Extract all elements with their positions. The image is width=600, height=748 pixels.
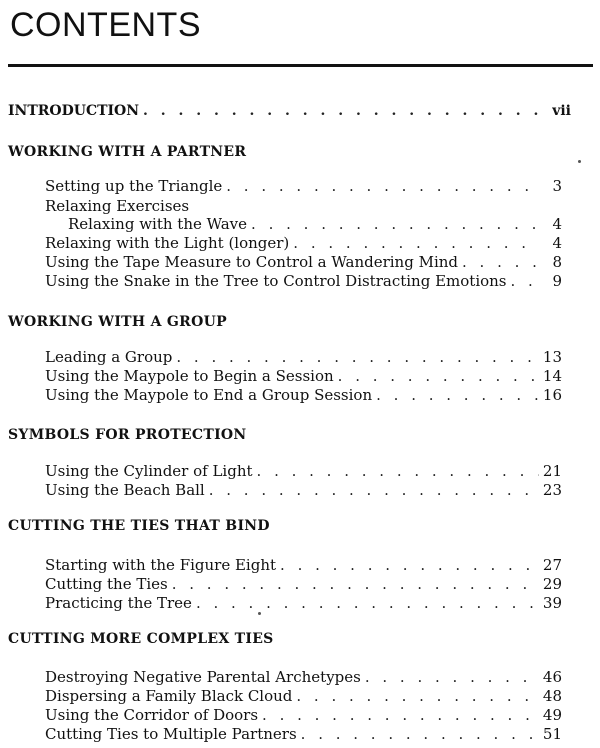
toc-label: Using the Tape Measure to Control a Wandering Mind [45,253,458,271]
leader-dots [338,367,539,385]
toc-page-number: vii [552,103,571,119]
toc-entry [45,594,562,612]
toc-entry [68,215,562,233]
toc-page-number: 29 [542,575,562,593]
section-heading: SYMBOLS FOR PROTECTION [8,427,247,443]
section-heading: CUTTING THE TIES THAT BIND [8,518,270,534]
leader-dots [172,575,539,593]
toc-entry [45,253,562,271]
toc-entry [45,177,562,195]
leader-dots [143,103,548,119]
leader-dots [257,462,539,480]
toc-label: Using the Corridor of Doors [45,706,259,724]
toc-page-number: 16 [542,386,562,404]
toc-entry [45,706,562,724]
toc-page-number: 8 [552,253,562,271]
toc-entry [45,272,562,290]
toc-label: Leading a Group [45,348,173,366]
leader-dots [462,253,540,271]
toc-page-number: 9 [552,272,562,290]
section-heading: WORKING WITH A PARTNER [8,144,247,160]
leader-dots [176,348,539,366]
page-title: CONTENTS [10,6,201,44]
toc-page-number: 14 [542,367,562,385]
toc-entry [45,556,562,574]
toc-entry [45,234,562,252]
leader-dots [226,177,540,195]
print-speck [578,160,581,163]
section-heading: WORKING WITH A GROUP [8,314,227,330]
toc-entry [45,462,562,480]
toc-label: Using the Cylinder of Light [45,462,253,480]
leader-dots [376,386,539,404]
toc-label: Using the Snake in the Tree to Control Distracting Emotions [45,272,507,290]
leader-dots [262,706,539,724]
toc-page-number: 39 [542,594,562,612]
toc-label: Setting up the Triangle [45,177,223,195]
toc-label: Using the Maypole to Begin a Session [45,367,334,385]
print-speck [258,612,261,615]
section-heading: CUTTING MORE COMPLEX TIES [8,631,274,647]
toc-entry [45,481,562,499]
title-rule [8,64,593,67]
toc-entry [45,348,562,366]
toc-page-number: 21 [542,462,562,480]
leader-dots [209,481,539,499]
toc-page-number: 48 [542,687,562,705]
leader-dots [196,594,539,612]
toc-page-number: 4 [552,215,562,233]
toc-label: Practicing the Tree [45,594,192,612]
leader-dots [280,556,539,574]
leader-dots [251,215,540,233]
leader-dots [301,725,539,743]
toc-label: Using the Beach Ball [45,481,205,499]
toc-entry [45,687,562,705]
toc-label: Relaxing with the Wave [68,215,248,233]
leader-dots [293,234,540,252]
leader-dots [511,272,541,290]
toc-entry [45,668,562,686]
toc-entry [45,725,562,743]
toc-label: Dispersing a Family Black Cloud [45,687,293,705]
toc-entry [45,575,562,593]
toc-page-number: 51 [542,725,562,743]
leader-dots [365,668,539,686]
toc-label: Starting with the Figure Eight [45,556,277,574]
toc-page-number: 49 [542,706,562,724]
toc-label: Relaxing with the Light (longer) [45,234,290,252]
toc-entry [45,386,562,404]
toc-page-number: 3 [552,177,562,195]
toc-page-number: 23 [542,481,562,499]
toc-label: Cutting the Ties [45,575,168,593]
toc-label: INTRODUCTION [8,103,140,119]
toc-subheading: Relaxing Exercises [45,197,190,215]
toc-label: Destroying Negative Parental Archetypes [45,668,361,686]
toc-label: Using the Maypole to End a Group Session [45,386,373,404]
toc-page-number: 4 [552,234,562,252]
toc-page-number: 46 [542,668,562,686]
toc-label: Cutting Ties to Multiple Partners [45,725,297,743]
leader-dots [296,687,539,705]
toc-page-number: 27 [542,556,562,574]
toc-entry [45,367,562,385]
toc-entry-introduction [8,103,571,119]
toc-page-number: 13 [542,348,562,366]
